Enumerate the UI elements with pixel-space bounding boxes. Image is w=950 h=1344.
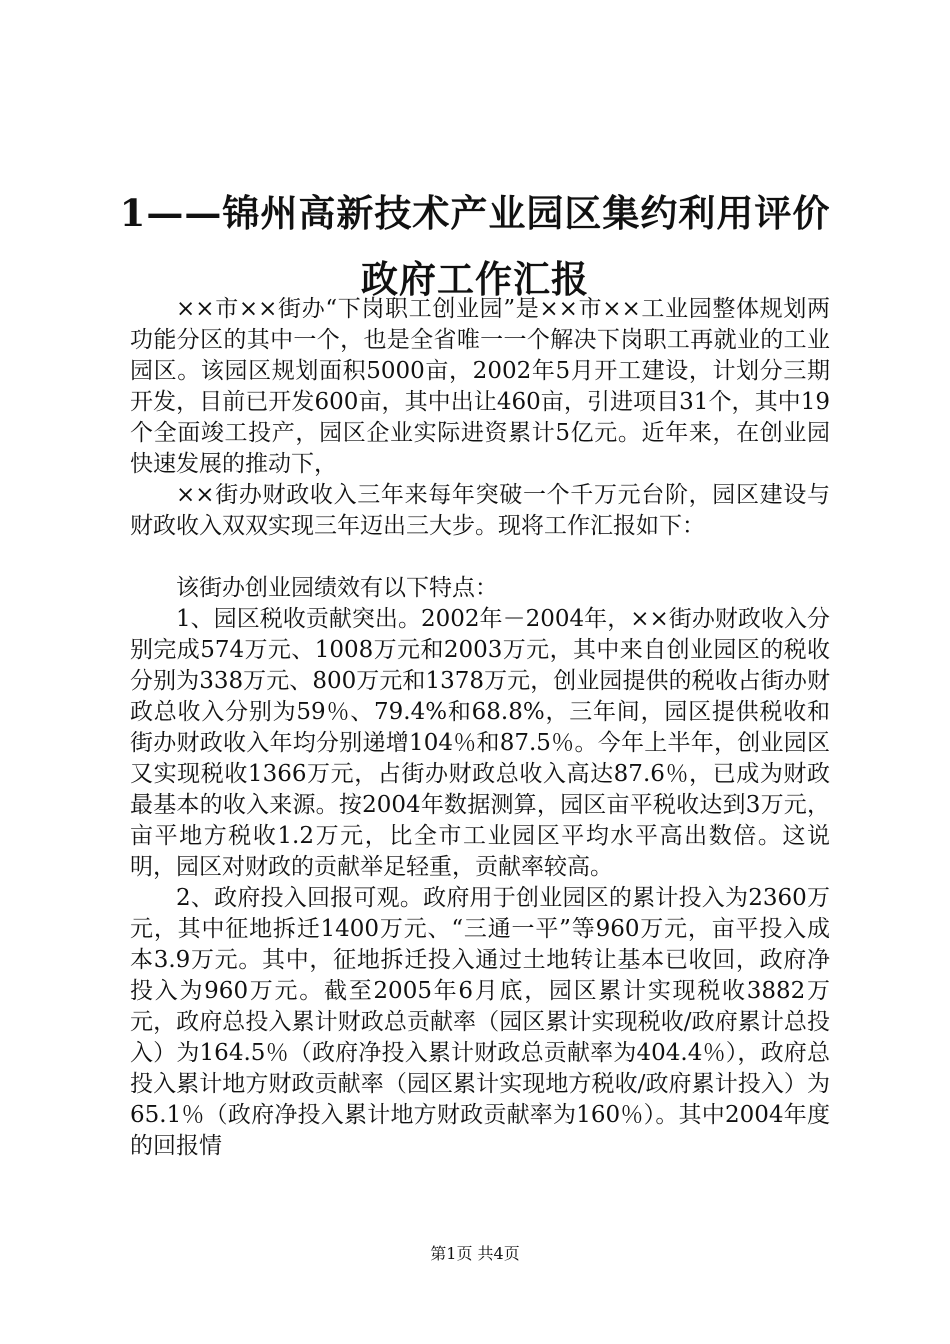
paragraph-intro: ××市××街办“下岗职工创业园”是××市××工业园整体规划两功能分区的其中一个，也是全省唯一一个解决下岗职工再就业的工业园区。该园区规划面积5000亩，2002年5月开工建设，计划分三期开发，目前已开发600亩，其中出让460亩，引进项目31个，其中19个全面竣工投产，园区企业实际进资累计5亿元。近年来，在创业园快速发展的推动下， [130,296,830,477]
paragraph-investment-return: 2、政府投入回报可观。政府用于创业园区的累计投入为2360万元，其中征地拆迁1400万元、“三通一平”等960万元，亩平投入成本3.9万元。其中，征地拆迁投入通过土地转让基本已收回，政府净投入为960万元。截至2005年6月底，园区累计实现税收3882万元，政府总投入累计财政总贡献率（园区累计实现税收/政府累计总投入）为164.5％（政府净投入累计财政总贡献率为404.4％），政府总投入累计地方财政贡献率（园区累计实现地方税收/政府累计投入）为65.1％（政府净投入累计地方财政贡献率为160％）。其中2004年度的回报情 [130,885,830,1159]
page-footer: 第1页 共4页 [430,1244,520,1263]
document-body [130,294,830,1162]
document-title: 1——锦州高新技术产业园区集约利用评价政府工作汇报 [119,191,831,301]
paragraph-finance-growth: ××街办财政收入三年来每年突破一个千万元台阶，园区建设与财政收入双双实现三年迈出三大步。现将工作汇报如下： [130,482,830,539]
paragraph-features-heading: 该街办创业园绩效有以下特点： [176,575,498,601]
paragraph-tax-contribution: 1、园区税收贡献突出。2002年－2004年，××街办财政收入分别完成574万元、1008万元和2003万元，其中来自创业园区的税收分别为338万元、800万元和1378万元，创业园提供的税收占街办财政总收入分别为59％、79.4%和68.8%，三年间，园区提供税收和街办财政收入年均分别递增104％和87.5％。今年上半年，创业园区又实现税收1366万元，占街办财政总收入高达87.6％，已成为财政最基本的收入来源。按2004年数据测算，园区亩平税收达到3万元，亩平地方税收1.2万元，比全市工业园区平均水平高出数倍。这说明，园区对财政的贡献举足轻重，贡献率较高。 [130,606,830,880]
